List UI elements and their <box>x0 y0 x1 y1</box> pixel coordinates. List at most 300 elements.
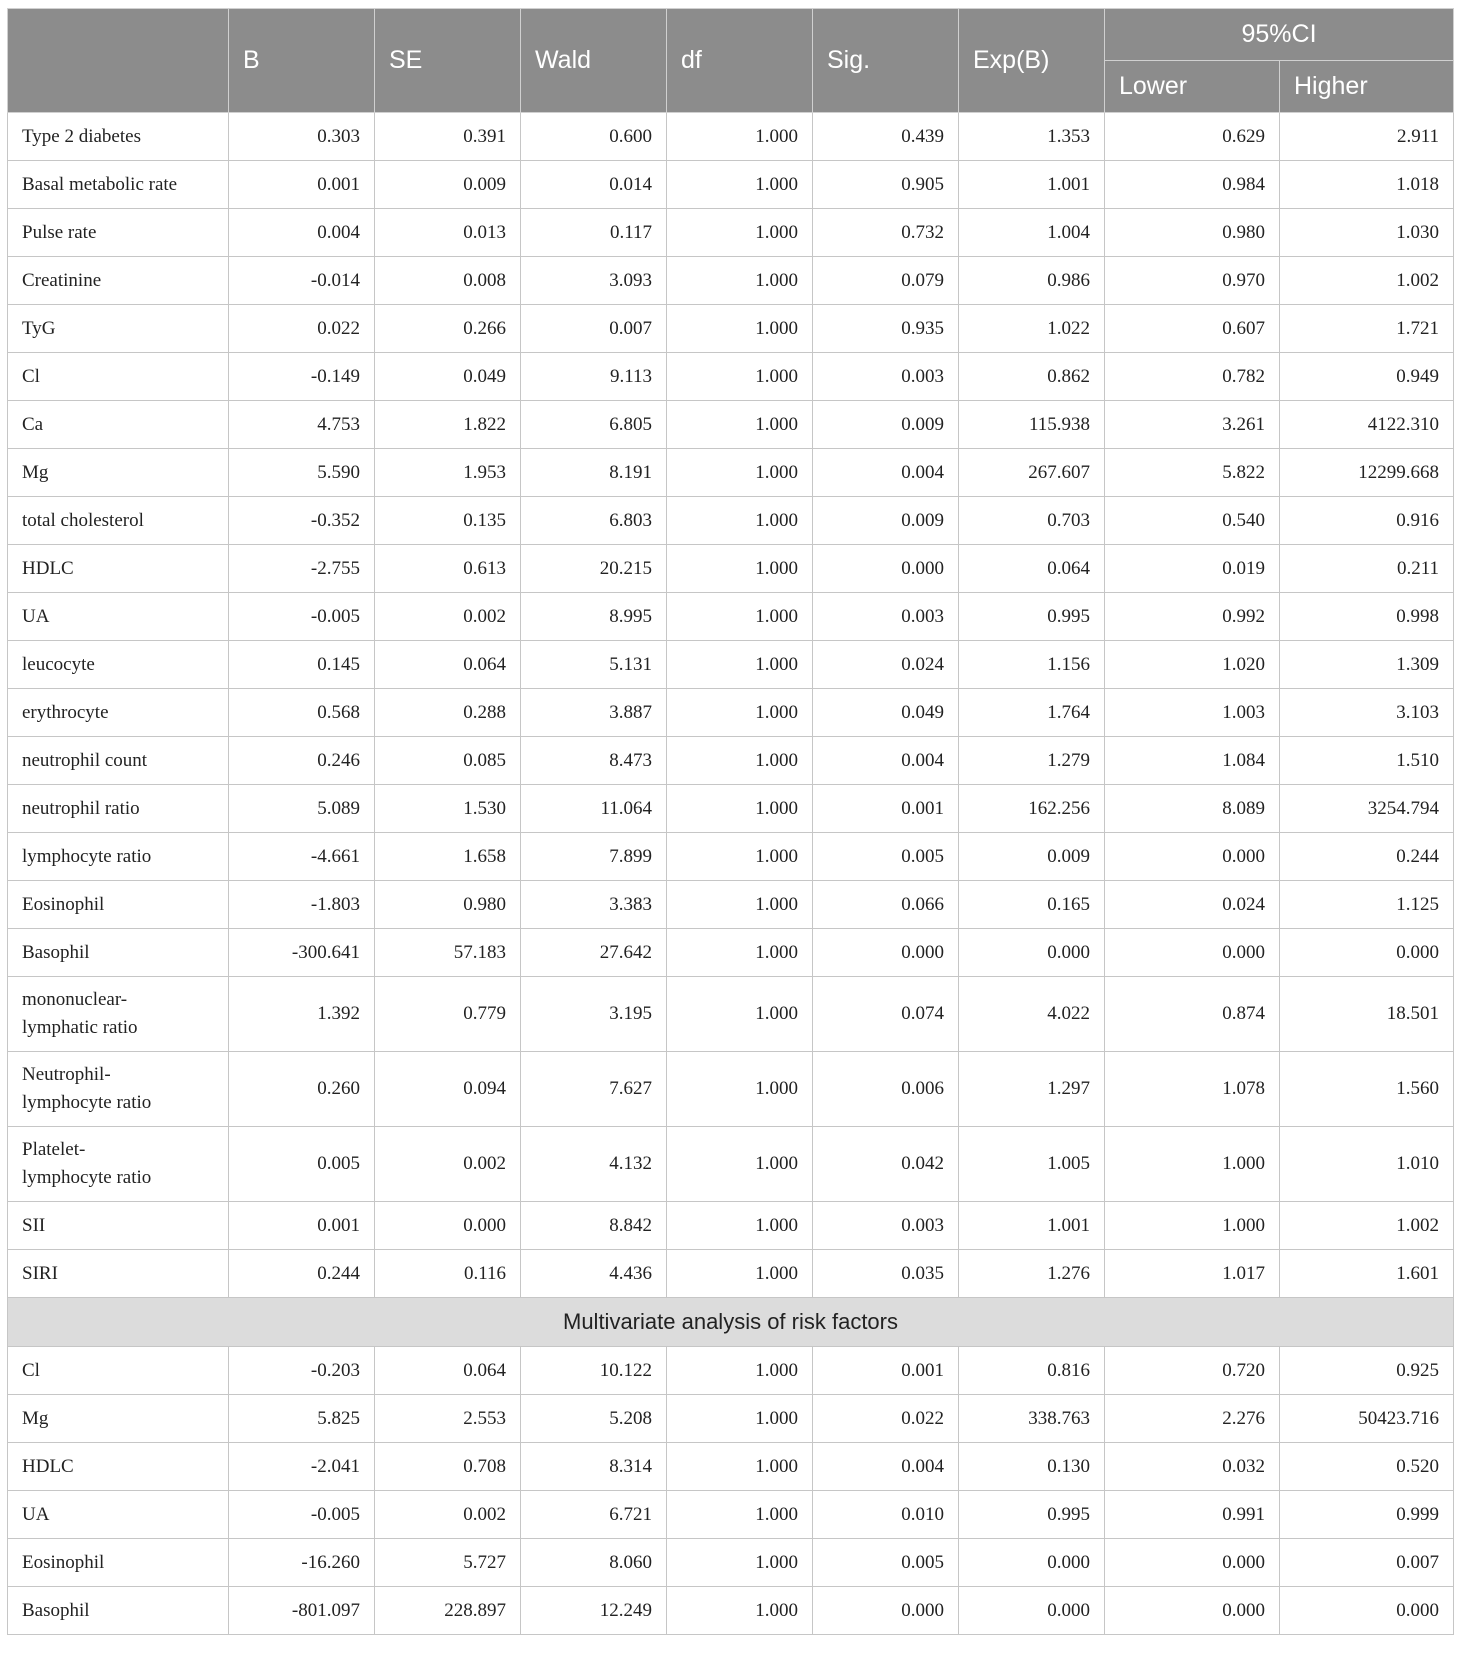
cell-value: 0.009 <box>813 401 959 449</box>
cell-value: 1.000 <box>667 545 813 593</box>
row-label-text: Basophil <box>22 1599 90 1621</box>
row-label-text-line2: lymphatic ratio <box>22 1017 138 1038</box>
cell-value: 1.000 <box>667 1202 813 1250</box>
row-label <box>8 689 229 737</box>
table-row <box>8 1250 1454 1298</box>
cell-value: 338.763 <box>959 1395 1105 1443</box>
cell-value: 1.000 <box>667 737 813 785</box>
cell-value: -16.260 <box>229 1539 375 1587</box>
cell-value: 228.897 <box>375 1587 521 1635</box>
cell-value: 1.000 <box>667 113 813 161</box>
cell-value: -0.352 <box>229 497 375 545</box>
table-row <box>8 1395 1454 1443</box>
cell-value: 1.276 <box>959 1250 1105 1298</box>
cell-value: 0.004 <box>229 209 375 257</box>
cell-value: 0.145 <box>229 641 375 689</box>
cell-value: 4.753 <box>229 401 375 449</box>
table-row <box>8 1443 1454 1491</box>
cell-value: 0.002 <box>375 1127 521 1202</box>
cell-value: 1.000 <box>667 497 813 545</box>
row-label-text: Platelet- <box>22 1139 86 1160</box>
row-label-text: HDLC <box>22 557 74 579</box>
cell-value: 3.103 <box>1280 689 1454 737</box>
cell-value: -0.005 <box>229 1491 375 1539</box>
row-label <box>8 881 229 929</box>
cell-value: 20.215 <box>521 545 667 593</box>
cell-value: 1.004 <box>959 209 1105 257</box>
cell-value: 3254.794 <box>1280 785 1454 833</box>
cell-value: 6.803 <box>521 497 667 545</box>
header-95ci: 95%CI <box>1105 9 1454 61</box>
cell-value: 27.642 <box>521 929 667 977</box>
row-label <box>8 113 229 161</box>
cell-value: 0.246 <box>229 737 375 785</box>
cell-value: 3.093 <box>521 257 667 305</box>
row-label <box>8 833 229 881</box>
cell-value: 0.000 <box>813 929 959 977</box>
cell-value: 1.000 <box>667 689 813 737</box>
cell-value: 0.995 <box>959 593 1105 641</box>
cell-value: 1.005 <box>959 1127 1105 1202</box>
header-lower: Lower <box>1105 61 1280 113</box>
row-label-text: neutrophil ratio <box>22 797 140 819</box>
cell-value: 0.007 <box>521 305 667 353</box>
cell-value: 0.014 <box>521 161 667 209</box>
cell-value: 0.211 <box>1280 545 1454 593</box>
cell-value: 0.439 <box>813 113 959 161</box>
cell-value: 0.925 <box>1280 1347 1454 1395</box>
cell-value: 1.020 <box>1105 641 1280 689</box>
cell-value: 0.003 <box>813 353 959 401</box>
row-label-text: UA <box>22 605 50 627</box>
cell-value: 0.024 <box>813 641 959 689</box>
cell-value: 8.314 <box>521 1443 667 1491</box>
cell-value: -0.014 <box>229 257 375 305</box>
cell-value: 0.720 <box>1105 1347 1280 1395</box>
cell-value: 0.732 <box>813 209 959 257</box>
cell-value: 0.816 <box>959 1347 1105 1395</box>
cell-value: 1.510 <box>1280 737 1454 785</box>
row-label-text: UA <box>22 1503 50 1525</box>
cell-value: 1.084 <box>1105 737 1280 785</box>
cell-value: 1.000 <box>667 881 813 929</box>
cell-value: 6.805 <box>521 401 667 449</box>
cell-value: 1.010 <box>1280 1127 1454 1202</box>
cell-value: 0.035 <box>813 1250 959 1298</box>
cell-value: 0.165 <box>959 881 1105 929</box>
row-label <box>8 545 229 593</box>
section-title: Multivariate analysis of risk factors <box>8 1298 1454 1347</box>
cell-value: 0.005 <box>229 1127 375 1202</box>
cell-value: 1.022 <box>959 305 1105 353</box>
cell-value: 0.022 <box>813 1395 959 1443</box>
table-row <box>8 1127 1454 1202</box>
cell-value: 1.000 <box>667 401 813 449</box>
cell-value: 0.006 <box>813 1052 959 1127</box>
cell-value: 1.000 <box>1105 1202 1280 1250</box>
cell-value: 1.000 <box>667 209 813 257</box>
row-label <box>8 1202 229 1250</box>
row-label-text: Mg <box>22 1407 49 1429</box>
table-row <box>8 929 1454 977</box>
cell-value: 1.000 <box>667 1443 813 1491</box>
cell-value: 1.000 <box>667 305 813 353</box>
row-label-text: Ca <box>22 413 44 435</box>
table-row <box>8 353 1454 401</box>
cell-value: 0.000 <box>959 1539 1105 1587</box>
regression-table-container <box>7 8 1454 1635</box>
cell-value: 1.658 <box>375 833 521 881</box>
row-label-text: erythrocyte <box>22 701 109 723</box>
table-row <box>8 1491 1454 1539</box>
cell-value: 0.703 <box>959 497 1105 545</box>
cell-value: 0.935 <box>813 305 959 353</box>
cell-value: 0.986 <box>959 257 1105 305</box>
table-row <box>8 257 1454 305</box>
cell-value: 8.842 <box>521 1202 667 1250</box>
cell-value: 1.000 <box>667 1052 813 1127</box>
row-label <box>8 209 229 257</box>
cell-value: 8.473 <box>521 737 667 785</box>
cell-value: 1.000 <box>667 1395 813 1443</box>
cell-value: 1.002 <box>1280 257 1454 305</box>
cell-value: 1.000 <box>667 785 813 833</box>
table-row <box>8 1587 1454 1635</box>
row-label-text: SII <box>22 1214 46 1236</box>
cell-value: 0.085 <box>375 737 521 785</box>
row-label-text: Type 2 diabetes <box>22 125 141 147</box>
row-label <box>8 593 229 641</box>
cell-value: 0.000 <box>959 929 1105 977</box>
cell-value: -2.755 <box>229 545 375 593</box>
cell-value: 0.004 <box>813 449 959 497</box>
cell-value: 0.008 <box>375 257 521 305</box>
regression-table <box>7 8 1454 1635</box>
cell-value: 0.042 <box>813 1127 959 1202</box>
cell-value: 8.060 <box>521 1539 667 1587</box>
cell-value: -0.005 <box>229 593 375 641</box>
cell-value: 57.183 <box>375 929 521 977</box>
table-row <box>8 305 1454 353</box>
cell-value: 1.560 <box>1280 1052 1454 1127</box>
cell-value: 2.553 <box>375 1395 521 1443</box>
cell-value: 18.501 <box>1280 977 1454 1052</box>
cell-value: 0.874 <box>1105 977 1280 1052</box>
header-variable <box>8 9 229 113</box>
cell-value: 1.000 <box>667 353 813 401</box>
cell-value: 9.113 <box>521 353 667 401</box>
row-label-text: lymphocyte ratio <box>22 845 152 867</box>
header-exp-b: Exp(B) <box>959 9 1105 113</box>
cell-value: 0.244 <box>1280 833 1454 881</box>
row-label <box>8 353 229 401</box>
table-row <box>8 833 1454 881</box>
row-label-text: Cl <box>22 365 40 387</box>
header-sig: Sig. <box>813 9 959 113</box>
cell-value: 0.002 <box>375 593 521 641</box>
cell-value: 0.949 <box>1280 353 1454 401</box>
cell-value: 0.001 <box>813 785 959 833</box>
cell-value: 1.601 <box>1280 1250 1454 1298</box>
cell-value: 0.004 <box>813 1443 959 1491</box>
cell-value: -801.097 <box>229 1587 375 1635</box>
cell-value: -4.661 <box>229 833 375 881</box>
cell-value: 50423.716 <box>1280 1395 1454 1443</box>
cell-value: 0.013 <box>375 209 521 257</box>
cell-value: 0.999 <box>1280 1491 1454 1539</box>
row-label-text: HDLC <box>22 1455 74 1477</box>
row-label <box>8 641 229 689</box>
cell-value: 0.049 <box>375 353 521 401</box>
cell-value: 11.064 <box>521 785 667 833</box>
row-label <box>8 1395 229 1443</box>
cell-value: 115.938 <box>959 401 1105 449</box>
table-row <box>8 785 1454 833</box>
cell-value: 5.131 <box>521 641 667 689</box>
cell-value: 0.130 <box>959 1443 1105 1491</box>
cell-value: 0.984 <box>1105 161 1280 209</box>
cell-value: 1.078 <box>1105 1052 1280 1127</box>
table-row <box>8 1052 1454 1127</box>
row-label-text: mononuclear- <box>22 989 128 1010</box>
cell-value: -0.203 <box>229 1347 375 1395</box>
cell-value: 0.003 <box>813 1202 959 1250</box>
cell-value: 10.122 <box>521 1347 667 1395</box>
cell-value: 0.049 <box>813 689 959 737</box>
cell-value: 0.991 <box>1105 1491 1280 1539</box>
section-row <box>8 1298 1454 1347</box>
cell-value: 0.708 <box>375 1443 521 1491</box>
cell-value: 7.899 <box>521 833 667 881</box>
cell-value: 2.276 <box>1105 1395 1280 1443</box>
cell-value: 0.005 <box>813 833 959 881</box>
table-row <box>8 881 1454 929</box>
cell-value: 0.000 <box>1280 1587 1454 1635</box>
cell-value: -2.041 <box>229 1443 375 1491</box>
table-row <box>8 593 1454 641</box>
table-row <box>8 1347 1454 1395</box>
cell-value: 0.970 <box>1105 257 1280 305</box>
cell-value: 0.009 <box>959 833 1105 881</box>
cell-value: 1.530 <box>375 785 521 833</box>
cell-value: 1.822 <box>375 401 521 449</box>
cell-value: 0.024 <box>1105 881 1280 929</box>
row-label <box>8 977 229 1052</box>
cell-value: 1.279 <box>959 737 1105 785</box>
cell-value: 0.004 <box>813 737 959 785</box>
cell-value: 0.116 <box>375 1250 521 1298</box>
cell-value: 0.600 <box>521 113 667 161</box>
cell-value: 5.822 <box>1105 449 1280 497</box>
row-label-text: Basal metabolic rate <box>22 173 178 195</box>
table-body <box>8 113 1454 1635</box>
cell-value: 0.862 <box>959 353 1105 401</box>
cell-value: 1.000 <box>667 977 813 1052</box>
cell-value: 0.064 <box>959 545 1105 593</box>
cell-value: 0.992 <box>1105 593 1280 641</box>
cell-value: 1.000 <box>667 257 813 305</box>
header-wald: Wald <box>521 9 667 113</box>
cell-value: 3.887 <box>521 689 667 737</box>
cell-value: 0.266 <box>375 305 521 353</box>
cell-value: 12.249 <box>521 1587 667 1635</box>
cell-value: 4.022 <box>959 977 1105 1052</box>
cell-value: 1.000 <box>667 1347 813 1395</box>
cell-value: 1.156 <box>959 641 1105 689</box>
cell-value: 0.782 <box>1105 353 1280 401</box>
cell-value: 0.779 <box>375 977 521 1052</box>
cell-value: 0.066 <box>813 881 959 929</box>
cell-value: 1.000 <box>667 593 813 641</box>
cell-value: 1.000 <box>667 449 813 497</box>
cell-value: 1.001 <box>959 161 1105 209</box>
row-label <box>8 929 229 977</box>
cell-value: 0.009 <box>375 161 521 209</box>
cell-value: 1.000 <box>667 1587 813 1635</box>
table-row <box>8 545 1454 593</box>
row-label-text: Basophil <box>22 941 90 963</box>
cell-value: 0.010 <box>813 1491 959 1539</box>
cell-value: 0.019 <box>1105 545 1280 593</box>
cell-value: -300.641 <box>229 929 375 977</box>
cell-value: 0.629 <box>1105 113 1280 161</box>
row-label-text: Neutrophil- <box>22 1064 111 1085</box>
row-label <box>8 1250 229 1298</box>
row-label <box>8 1127 229 1202</box>
cell-value: 0.000 <box>1105 1587 1280 1635</box>
cell-value: 0.916 <box>1280 497 1454 545</box>
cell-value: 7.627 <box>521 1052 667 1127</box>
cell-value: 0.000 <box>1105 833 1280 881</box>
cell-value: 12299.668 <box>1280 449 1454 497</box>
row-label-text: Pulse rate <box>22 221 97 243</box>
cell-value: 3.261 <box>1105 401 1280 449</box>
cell-value: 0.007 <box>1280 1539 1454 1587</box>
row-label <box>8 1052 229 1127</box>
cell-value: 4.132 <box>521 1127 667 1202</box>
cell-value: 0.022 <box>229 305 375 353</box>
cell-value: 1.392 <box>229 977 375 1052</box>
cell-value: 0.003 <box>813 593 959 641</box>
row-label <box>8 1491 229 1539</box>
cell-value: 0.074 <box>813 977 959 1052</box>
table-row <box>8 641 1454 689</box>
cell-value: 5.089 <box>229 785 375 833</box>
cell-value: 0.905 <box>813 161 959 209</box>
row-label <box>8 449 229 497</box>
table-row <box>8 401 1454 449</box>
cell-value: 8.995 <box>521 593 667 641</box>
cell-value: 6.721 <box>521 1491 667 1539</box>
cell-value: 3.383 <box>521 881 667 929</box>
row-label-text-line2: lymphocyte ratio <box>22 1092 152 1113</box>
cell-value: 1.000 <box>667 1491 813 1539</box>
table-header <box>8 9 1454 113</box>
row-label-text: Mg <box>22 461 49 483</box>
cell-value: 1.001 <box>959 1202 1105 1250</box>
cell-value: 5.208 <box>521 1395 667 1443</box>
cell-value: 1.018 <box>1280 161 1454 209</box>
cell-value: 0.568 <box>229 689 375 737</box>
cell-value: 0.000 <box>813 545 959 593</box>
row-label <box>8 257 229 305</box>
cell-value: 0.009 <box>813 497 959 545</box>
header-b: B <box>229 9 375 113</box>
cell-value: 0.607 <box>1105 305 1280 353</box>
table-row <box>8 113 1454 161</box>
cell-value: 1.125 <box>1280 881 1454 929</box>
row-label-text: Eosinophil <box>22 1551 105 1573</box>
row-label <box>8 1443 229 1491</box>
cell-value: 1.000 <box>667 1539 813 1587</box>
cell-value: 0.002 <box>375 1491 521 1539</box>
table-row <box>8 1202 1454 1250</box>
table-row <box>8 1539 1454 1587</box>
cell-value: 1.003 <box>1105 689 1280 737</box>
cell-value: 267.607 <box>959 449 1105 497</box>
cell-value: -0.149 <box>229 353 375 401</box>
table-row <box>8 497 1454 545</box>
cell-value: 0.980 <box>375 881 521 929</box>
cell-value: 5.825 <box>229 1395 375 1443</box>
cell-value: 0.135 <box>375 497 521 545</box>
cell-value: 0.000 <box>1280 929 1454 977</box>
cell-value: 1.309 <box>1280 641 1454 689</box>
cell-value: 0.064 <box>375 1347 521 1395</box>
cell-value: 0.998 <box>1280 593 1454 641</box>
cell-value: 8.191 <box>521 449 667 497</box>
row-label <box>8 785 229 833</box>
row-label-text: TyG <box>22 317 56 339</box>
table-row <box>8 161 1454 209</box>
cell-value: 1.000 <box>667 641 813 689</box>
header-higher: Higher <box>1280 61 1454 113</box>
table-row <box>8 449 1454 497</box>
row-label-text: neutrophil count <box>22 749 148 771</box>
row-label <box>8 1347 229 1395</box>
cell-value: -1.803 <box>229 881 375 929</box>
row-label <box>8 497 229 545</box>
cell-value: 162.256 <box>959 785 1105 833</box>
table-row <box>8 737 1454 785</box>
cell-value: 1.000 <box>667 1250 813 1298</box>
cell-value: 0.000 <box>1105 929 1280 977</box>
cell-value: 0.391 <box>375 113 521 161</box>
row-label <box>8 401 229 449</box>
cell-value: 0.540 <box>1105 497 1280 545</box>
cell-value: 5.590 <box>229 449 375 497</box>
row-label-text-line2: lymphocyte ratio <box>22 1167 152 1188</box>
cell-value: 1.000 <box>667 1127 813 1202</box>
row-label-text: leucocyte <box>22 653 95 675</box>
cell-value: 0.260 <box>229 1052 375 1127</box>
cell-value: 0.520 <box>1280 1443 1454 1491</box>
row-label <box>8 1587 229 1635</box>
row-label-text: Creatinine <box>22 269 102 291</box>
cell-value: 0.079 <box>813 257 959 305</box>
cell-value: 0.117 <box>521 209 667 257</box>
table-row <box>8 209 1454 257</box>
row-label-text: total cholesterol <box>22 509 144 531</box>
cell-value: 4122.310 <box>1280 401 1454 449</box>
row-label-text: Cl <box>22 1359 40 1381</box>
row-label-text: Eosinophil <box>22 893 105 915</box>
cell-value: 0.001 <box>229 1202 375 1250</box>
cell-value: 1.017 <box>1105 1250 1280 1298</box>
cell-value: 0.995 <box>959 1491 1105 1539</box>
cell-value: 0.288 <box>375 689 521 737</box>
row-label <box>8 1539 229 1587</box>
